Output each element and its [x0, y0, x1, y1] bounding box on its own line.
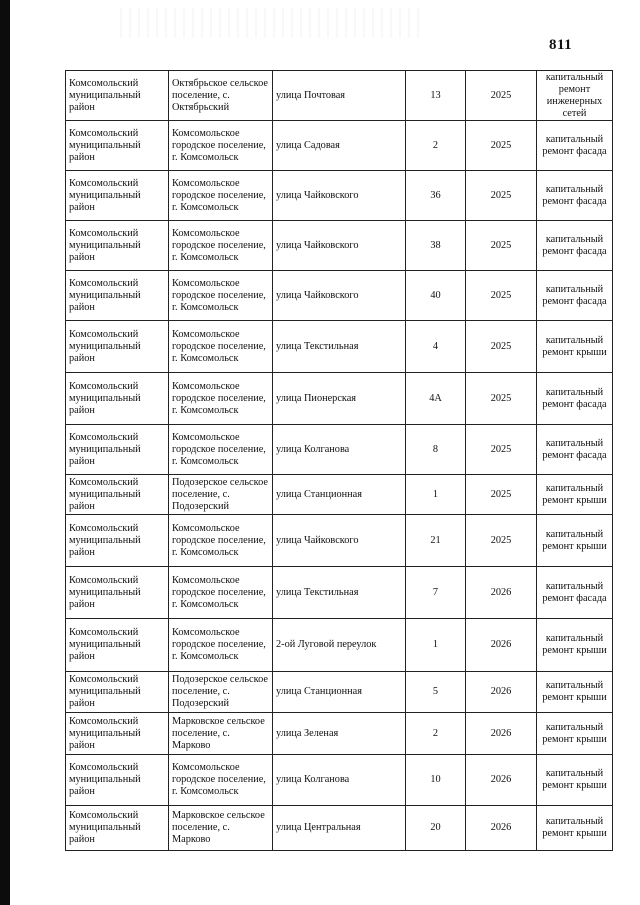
- district-cell: Комсомольский муниципальный район: [66, 806, 169, 851]
- district-cell: Комсомольский муниципальный район: [66, 373, 169, 425]
- house-cell: 2: [406, 121, 466, 171]
- year-cell: 2026: [466, 567, 537, 619]
- street-cell: улица Пионерская: [273, 373, 406, 425]
- scan-noise: [120, 8, 420, 38]
- table-row: [66, 515, 613, 567]
- house-cell: 1: [406, 619, 466, 672]
- street-cell: улица Центральная: [273, 806, 406, 851]
- work-cell: капитальный ремонт фасада: [537, 373, 613, 425]
- street-cell: улица Колганова: [273, 755, 406, 806]
- house-cell: 40: [406, 271, 466, 321]
- house-cell: 4А: [406, 373, 466, 425]
- district-cell: Комсомольский муниципальный район: [66, 567, 169, 619]
- year-cell: 2025: [466, 515, 537, 567]
- street-cell: улица Станционная: [273, 672, 406, 713]
- work-cell: капитальный ремонт фасада: [537, 221, 613, 271]
- settlement-cell: Марковское сельское поселение, с. Марково: [169, 806, 273, 851]
- year-cell: 2026: [466, 806, 537, 851]
- work-cell: капитальный ремонт крыши: [537, 515, 613, 567]
- table-row: [66, 672, 613, 713]
- work-cell: капитальный ремонт крыши: [537, 713, 613, 755]
- table-body: [66, 71, 613, 851]
- year-cell: 2025: [466, 121, 537, 171]
- district-cell: Комсомольский муниципальный район: [66, 221, 169, 271]
- settlement-cell: Комсомольское городское поселение, г. Комсомольск: [169, 121, 273, 171]
- house-cell: 20: [406, 806, 466, 851]
- work-cell: капитальный ремонт фасада: [537, 121, 613, 171]
- work-cell: капитальный ремонт крыши: [537, 619, 613, 672]
- street-cell: улица Чайковского: [273, 221, 406, 271]
- year-cell: 2026: [466, 672, 537, 713]
- house-cell: 21: [406, 515, 466, 567]
- table-row: [66, 271, 613, 321]
- house-cell: 10: [406, 755, 466, 806]
- table-row: [66, 121, 613, 171]
- work-cell: капитальный ремонт инженерных сетей: [537, 71, 613, 121]
- district-cell: Комсомольский муниципальный район: [66, 271, 169, 321]
- settlement-cell: Комсомольское городское поселение, г. Комсомольск: [169, 619, 273, 672]
- year-cell: 2025: [466, 221, 537, 271]
- street-cell: улица Садовая: [273, 121, 406, 171]
- year-cell: 2026: [466, 713, 537, 755]
- table-row: [66, 373, 613, 425]
- street-cell: 2-ой Луговой переулок: [273, 619, 406, 672]
- street-cell: улица Чайковского: [273, 515, 406, 567]
- table-row: [66, 221, 613, 271]
- work-cell: капитальный ремонт крыши: [537, 672, 613, 713]
- house-cell: 7: [406, 567, 466, 619]
- table-row: [66, 71, 613, 121]
- table-row: [66, 567, 613, 619]
- district-cell: Комсомольский муниципальный район: [66, 171, 169, 221]
- street-cell: улица Зеленая: [273, 713, 406, 755]
- work-cell: капитальный ремонт крыши: [537, 475, 613, 515]
- table-row: [66, 321, 613, 373]
- settlement-cell: Комсомольское городское поселение, г. Комсомольск: [169, 171, 273, 221]
- settlement-cell: Комсомольское городское поселение, г. Комсомольск: [169, 321, 273, 373]
- settlement-cell: Марковское сельское поселение, с. Марково: [169, 713, 273, 755]
- street-cell: улица Колганова: [273, 425, 406, 475]
- table-row: [66, 475, 613, 515]
- district-cell: Комсомольский муниципальный район: [66, 121, 169, 171]
- settlement-cell: Комсомольское городское поселение, г. Комсомольск: [169, 373, 273, 425]
- settlement-cell: Комсомольское городское поселение, г. Комсомольск: [169, 515, 273, 567]
- settlement-cell: Комсомольское городское поселение, г. Комсомольск: [169, 567, 273, 619]
- settlement-cell: Комсомольское городское поселение, г. Комсомольск: [169, 271, 273, 321]
- settlement-cell: Подозерское сельское поселение, с. Подозерский: [169, 475, 273, 515]
- work-cell: капитальный ремонт фасада: [537, 171, 613, 221]
- house-cell: 8: [406, 425, 466, 475]
- district-cell: Комсомольский муниципальный район: [66, 755, 169, 806]
- settlement-cell: Подозерское сельское поселение, с. Подозерский: [169, 672, 273, 713]
- house-cell: 36: [406, 171, 466, 221]
- house-cell: 13: [406, 71, 466, 121]
- street-cell: улица Станционная: [273, 475, 406, 515]
- house-cell: 38: [406, 221, 466, 271]
- district-cell: Комсомольский муниципальный район: [66, 321, 169, 373]
- year-cell: 2025: [466, 425, 537, 475]
- district-cell: Комсомольский муниципальный район: [66, 71, 169, 121]
- table-row: [66, 713, 613, 755]
- table-row: [66, 425, 613, 475]
- house-cell: 4: [406, 321, 466, 373]
- district-cell: Комсомольский муниципальный район: [66, 515, 169, 567]
- work-cell: капитальный ремонт фасада: [537, 271, 613, 321]
- year-cell: 2025: [466, 373, 537, 425]
- work-cell: капитальный ремонт фасада: [537, 425, 613, 475]
- street-cell: улица Чайковского: [273, 271, 406, 321]
- work-cell: капитальный ремонт крыши: [537, 755, 613, 806]
- district-cell: Комсомольский муниципальный район: [66, 713, 169, 755]
- street-cell: улица Текстильная: [273, 321, 406, 373]
- house-cell: 5: [406, 672, 466, 713]
- street-cell: улица Текстильная: [273, 567, 406, 619]
- settlement-cell: Октябрьское сельское поселение, с. Октябрьский: [169, 71, 273, 121]
- table-row: [66, 619, 613, 672]
- settlement-cell: Комсомольское городское поселение, г. Комсомольск: [169, 221, 273, 271]
- scan-edge-shadow: [0, 0, 10, 905]
- district-cell: Комсомольский муниципальный район: [66, 619, 169, 672]
- table-row: [66, 171, 613, 221]
- settlement-cell: Комсомольское городское поселение, г. Комсомольск: [169, 425, 273, 475]
- street-cell: улица Почтовая: [273, 71, 406, 121]
- district-cell: Комсомольский муниципальный район: [66, 475, 169, 515]
- table-row: [66, 755, 613, 806]
- work-cell: капитальный ремонт крыши: [537, 806, 613, 851]
- year-cell: 2025: [466, 171, 537, 221]
- house-cell: 2: [406, 713, 466, 755]
- work-cell: капитальный ремонт фасада: [537, 567, 613, 619]
- year-cell: 2026: [466, 755, 537, 806]
- street-cell: улица Чайковского: [273, 171, 406, 221]
- year-cell: 2025: [466, 71, 537, 121]
- district-cell: Комсомольский муниципальный район: [66, 425, 169, 475]
- table-row: [66, 806, 613, 851]
- year-cell: 2025: [466, 321, 537, 373]
- house-cell: 1: [406, 475, 466, 515]
- year-cell: 2025: [466, 475, 537, 515]
- year-cell: 2025: [466, 271, 537, 321]
- work-cell: капитальный ремонт крыши: [537, 321, 613, 373]
- repair-schedule-table: [65, 70, 613, 851]
- settlement-cell: Комсомольское городское поселение, г. Комсомольск: [169, 755, 273, 806]
- page-number: 811: [549, 37, 573, 53]
- district-cell: Комсомольский муниципальный район: [66, 672, 169, 713]
- year-cell: 2026: [466, 619, 537, 672]
